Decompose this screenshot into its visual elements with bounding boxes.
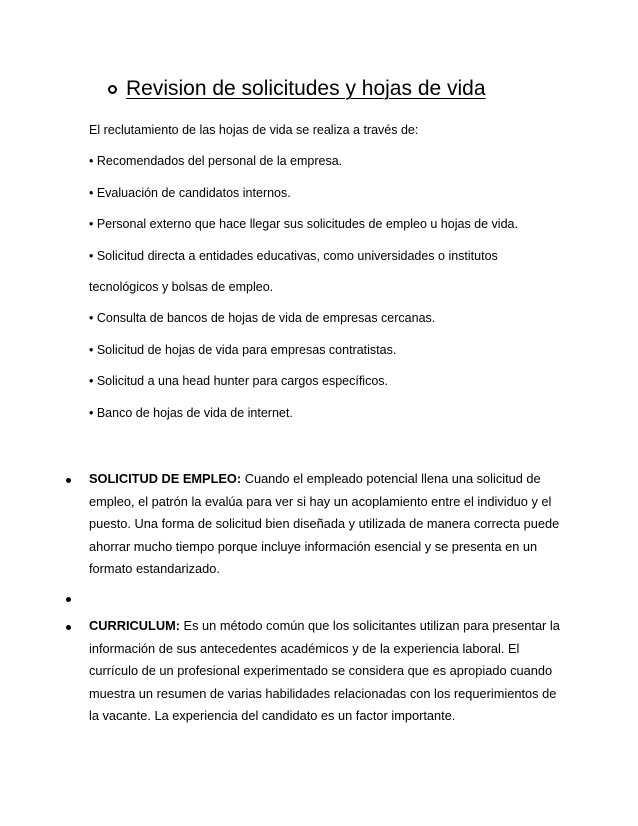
list-item: • Solicitud directa a entidades educativas, como universidades o institutos — [89, 248, 498, 263]
solicitud-paragraph — [89, 468, 559, 581]
solicitud-term: SOLICITUD DE EMPLEO: — [89, 471, 242, 486]
bullet-icon — [66, 478, 71, 483]
hollow-bullet-icon — [108, 85, 117, 94]
paragraph-line — [89, 468, 559, 491]
paragraph-line — [89, 615, 559, 638]
bullet-icon — [66, 597, 71, 602]
bullet-icon — [66, 625, 71, 630]
intro-list — [89, 120, 609, 434]
paragraph-line: información de sus antecedentes académicos y de la experiencia laboral. El — [89, 640, 520, 656]
list-item: • Banco de hojas de vida de internet. — [89, 405, 293, 420]
list-item-continuation: tecnológicos y bolsas de empleo. — [89, 279, 274, 294]
intro-line: El reclutamiento de las hojas de vida se realiza a través de: — [89, 123, 419, 137]
list-item: • Recomendados del personal de la empresa. — [89, 154, 343, 169]
paragraph-line: ahorrar mucho tiempo porque incluye información esencial y se presenta en un — [89, 538, 538, 554]
paragraph-line: puesto. Una forma de solicitud bien diseñada y utilizada de manera correcta puede — [89, 516, 560, 532]
paragraph-line: currículo de un profesional experimentado se considera que es apropiado cuando — [89, 663, 553, 679]
curriculum-paragraph — [89, 615, 559, 728]
heading-title: Revision de solicitudes y hojas de vida — [126, 77, 486, 100]
solicitud-first-line: Cuando el empleado potencial llena una solicitud de — [241, 471, 541, 486]
paragraph-line: formato estandarizado. — [89, 561, 220, 577]
list-item: • Personal externo que hace llegar sus solicitudes de empleo u hojas de vida. — [89, 217, 518, 232]
list-item: • Evaluación de candidatos internos. — [89, 185, 291, 200]
paragraph-line: muestra un resumen de varias habilidades relacionadas con los requerimientos de — [89, 685, 557, 701]
curriculum-first-line: Es un método común que los solicitantes utilizan para presentar la — [179, 618, 560, 633]
list-item: • Solicitud de hojas de vida para empresas contratistas. — [89, 342, 397, 357]
paragraph-line: empleo, el patrón la evalúa para ver si hay un acoplamiento entre el individuo y el — [89, 493, 552, 509]
paragraph-line: la vacante. La experiencia del candidato es un factor importante. — [89, 708, 456, 724]
curriculum-term: CURRICULUM: — [89, 618, 180, 633]
list-item: • Solicitud a una head hunter para cargos específicos. — [89, 374, 389, 389]
section-heading — [108, 76, 486, 102]
list-item: • Consulta de bancos de hojas de vida de empresas cercanas. — [89, 311, 436, 326]
